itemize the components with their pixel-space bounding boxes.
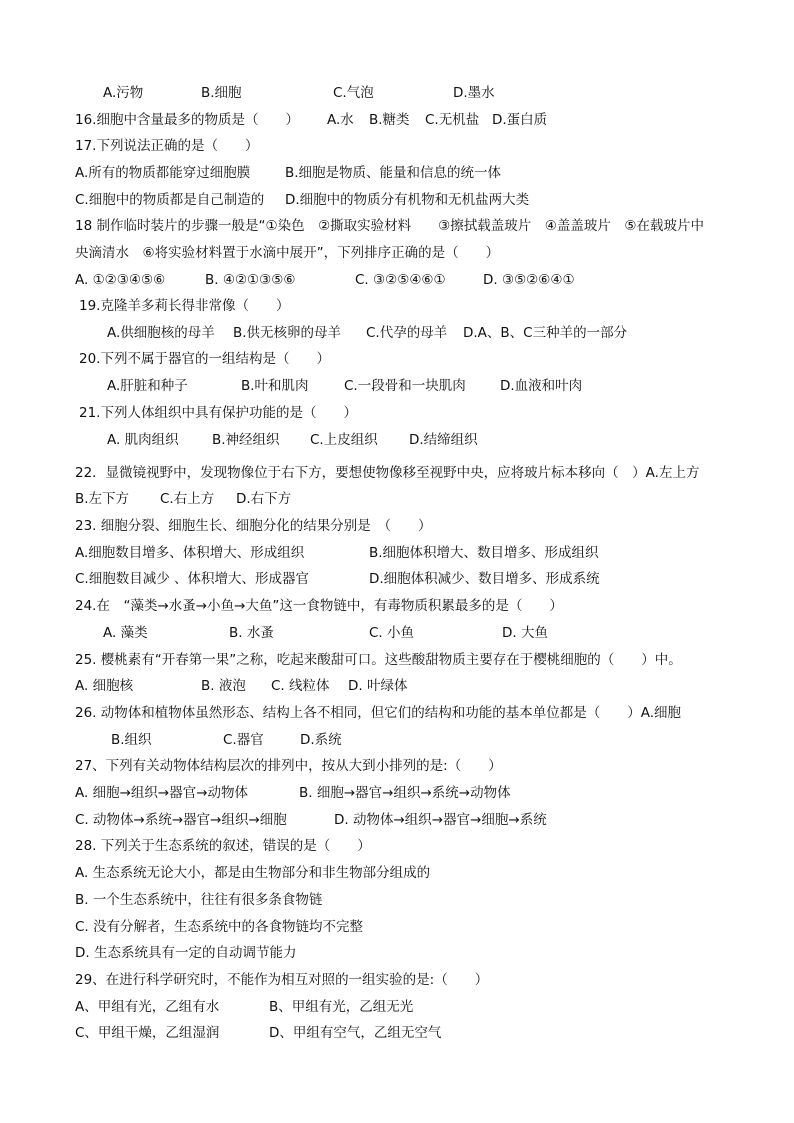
- option-d: D.蛋白质: [492, 112, 548, 128]
- option-a: A.肝脏和种子: [107, 378, 188, 394]
- option-d: D. 叶绿体: [348, 678, 408, 694]
- option-b: B.左下方: [75, 491, 130, 507]
- question-stem: 23. 细胞分裂、细胞生长、细胞分化的结果分别是 （ ）: [75, 518, 432, 534]
- option-b: B. 细胞→器官→组织→系统→动物体: [299, 785, 511, 801]
- option-b: B. ④②①③⑤⑥: [205, 272, 296, 288]
- option-d: D.墨水: [453, 85, 495, 101]
- option-b: B.叶和肌肉: [241, 378, 309, 394]
- option-c: C.细胞数目减少 、体积增大、形成器官: [75, 571, 310, 587]
- option-c: C. 线粒体: [271, 678, 330, 694]
- option-c: C. 动物体→系统→器官→组织→细胞: [75, 812, 287, 828]
- option-a: A. 细胞→组织→器官→动物体: [75, 785, 249, 801]
- option-a: A.污物: [103, 85, 144, 101]
- option-d: D.A、B、C三种羊的一部分: [463, 325, 628, 341]
- option-c: C.无机盐: [425, 112, 480, 128]
- option-b: B. 水蚤: [229, 625, 274, 641]
- option-b: B. 液泡: [201, 678, 246, 694]
- option-c: C.右上方: [160, 491, 215, 507]
- option-a: A.供细胞核的母羊: [107, 325, 215, 341]
- option-c: C.气泡: [333, 85, 374, 101]
- option-d: D.血液和叶肉: [500, 378, 583, 394]
- question-stem: 22．显微镜视野中，发现物像位于右下方，要想使物像移至视野中央，应将玻片标本移向（ ）A.左上方: [75, 465, 700, 481]
- option-c: C.代孕的母羊: [366, 325, 448, 341]
- question-stem: 26. 动物体和植物体虽然形态、结构上各不相同，但它们的结构和功能的基本单位都是（ ）A.细胞: [75, 705, 682, 721]
- question-stem: 21.下列人体组织中具有保护功能的是（ ）: [79, 405, 357, 421]
- question-stem-cont: 央滴清水 ⑥将实验材料置于水滴中展开”，下列排序正确的是（ ）: [75, 245, 500, 261]
- option-b: B.细胞: [201, 85, 242, 101]
- option-c: C.上皮组织: [310, 432, 378, 448]
- option-b: B. 一个生态系统中，往往有很多条食物链: [75, 892, 323, 908]
- question-stem: 27、下列有关动物体结构层次的排列中，按从大到小排列的是:（ ）: [75, 758, 502, 774]
- option-b: B.供无核卵的母羊: [233, 325, 342, 341]
- question-stem: 17.下列说法正确的是（ ）: [75, 138, 259, 154]
- option-d: D.系统: [300, 732, 342, 748]
- question-stem: 18 制作临时装片的步骤一般是“①染色 ②撕取实验材料 ③擦拭载盖玻片 ④盖盖玻片 ⑤在载玻片中: [75, 218, 704, 234]
- option-c: C、甲组干燥，乙组湿润: [75, 1025, 220, 1041]
- option-d: D、甲组有空气，乙组无空气: [269, 1025, 442, 1041]
- option-a: A. 生态系统无论大小，都是由生物部分和非生物部分组成的: [75, 865, 431, 881]
- option-a: A.细胞数目增多、体积增大、形成组织: [75, 545, 305, 561]
- option-c: C.细胞中的物质都是自己制造的: [75, 192, 265, 208]
- option-c: C. 小鱼: [369, 625, 415, 641]
- question-stem: 20.下列不属于器官的一组结构是（ ）: [79, 351, 330, 367]
- option-c: C. ③②⑤④⑥①: [355, 272, 446, 288]
- option-a: A.水: [327, 112, 354, 128]
- option-a: A.所有的物质都能穿过细胞膜: [75, 165, 251, 181]
- option-a: A、甲组有光，乙组有水: [75, 999, 220, 1015]
- option-d: D. ③⑤②⑥④①: [483, 272, 575, 288]
- question-stem: 16.细胞中含量最多的物质是（ ）: [75, 112, 299, 128]
- option-a: A. ①②③④⑤⑥: [75, 272, 166, 288]
- option-d: D.细胞中的物质分有机物和无机盐两大类: [285, 192, 530, 208]
- option-d: D.细胞体积减少、数目增多、形成系统: [369, 571, 600, 587]
- question-stem: 19.克隆羊多莉长得非常像（ ）: [79, 298, 290, 314]
- option-a: A. 藻类: [103, 625, 148, 641]
- option-b: B.糖类: [369, 112, 410, 128]
- option-c: C.一段骨和一块肌肉: [344, 378, 466, 394]
- option-c: C. 没有分解者，生态系统中的各食物链均不完整: [75, 919, 364, 935]
- option-c: C.器官: [223, 732, 264, 748]
- option-b: B.细胞是物质、能量和信息的统一体: [285, 165, 502, 181]
- option-b: B、甲组有光，乙组无光: [269, 999, 414, 1015]
- option-d: D.右下方: [236, 491, 292, 507]
- option-d: D. 动物体→组织→器官→细胞→系统: [334, 812, 547, 828]
- question-stem: 25. 樱桃素有“开春第一果”之称，吃起来酸甜可口。这些酸甜物质主要存在于樱桃细胞的（ ）中。: [75, 652, 682, 668]
- option-a: A. 细胞核: [75, 678, 134, 694]
- option-a: A. 肌肉组织: [107, 432, 179, 448]
- option-b: B.细胞体积增大、数目增多、形成组织: [369, 545, 599, 561]
- question-stem: 24.在 “藻类→水蚤→小鱼→大鱼”这一食物链中，有毒物质积累最多的是（ ）: [75, 598, 563, 614]
- option-d: D. 大鱼: [502, 625, 548, 641]
- option-d: D. 生态系统具有一定的自动调节能力: [75, 945, 297, 961]
- option-d: D.结缔组织: [409, 432, 478, 448]
- option-b: B.组织: [111, 732, 152, 748]
- question-stem: 29、在进行科学研究时，不能作为相互对照的一组实验的是:（ ）: [75, 972, 489, 988]
- option-b: B.神经组织: [212, 432, 280, 448]
- question-stem: 28. 下列关于生态系统的叙述，错误的是（ ）: [75, 838, 371, 854]
